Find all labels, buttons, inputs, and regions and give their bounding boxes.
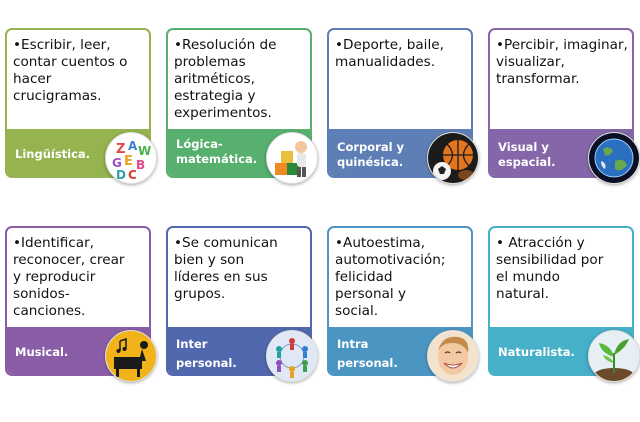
card-corporal-text: •Deporte, baile, manualidades. [335,37,444,70]
plant-sprout-icon [588,330,640,382]
globe-icon [588,132,640,184]
card-logica-label: Lógica- matemática. [168,129,310,176]
card-corporal [327,28,473,178]
letters-icon [105,132,157,184]
card-musical [5,226,151,376]
card-visual-label: Visual y espacial. [490,129,632,176]
puzzle-figure-icon [266,132,318,184]
card-interpersonal-label: Inter personal. [168,327,310,374]
smiling-face-icon [427,330,479,382]
card-linguistica-label: Lingüística. [7,129,149,176]
card-intrapersonal [327,226,473,376]
card-naturalista-text: • Atracción y sensibilidad por el mundo natural. [496,235,604,302]
card-intrapersonal-label: Intra personal. [329,327,471,374]
people-circle-icon [266,330,318,382]
card-linguistica-text: •Escribir, leer, contar cuentos o hacer crucigramas. [13,37,128,104]
card-musical-text: •Identificar, reconocer, crear y reproducir sonidos- canciones. [13,235,125,319]
card-musical-label: Musical. [7,327,149,374]
svg-text:E: E [124,154,133,169]
piano-player-icon [105,330,157,382]
card-naturalista-label: Naturalista. [490,327,632,374]
svg-text:C: C [128,168,137,182]
card-interpersonal-text: •Se comunican bien y son líderes en sus grupos. [174,235,278,302]
svg-text:Z: Z [116,142,126,157]
svg-text:A: A [128,139,138,153]
svg-text:B: B [136,158,146,172]
svg-text:G: G [112,156,122,170]
card-logica [166,28,312,178]
card-logica-text: •Resolución de problemas aritméticos, estrategia y experimentos. [174,37,277,121]
card-visual [488,28,634,178]
card-naturalista [488,226,634,376]
card-intrapersonal-text: •Autoestima, automotivación; felicidad personal y social. [335,235,446,319]
sports-balls-icon [427,132,479,184]
card-linguistica [5,28,152,182]
svg-text:D: D [116,168,126,182]
svg-text:W: W [138,144,152,158]
card-visual-text: •Percibir, imaginar, visualizar, transformar. [496,37,628,87]
card-corporal-label: Corporal y quinésica. [329,129,471,176]
card-interpersonal [166,226,312,376]
